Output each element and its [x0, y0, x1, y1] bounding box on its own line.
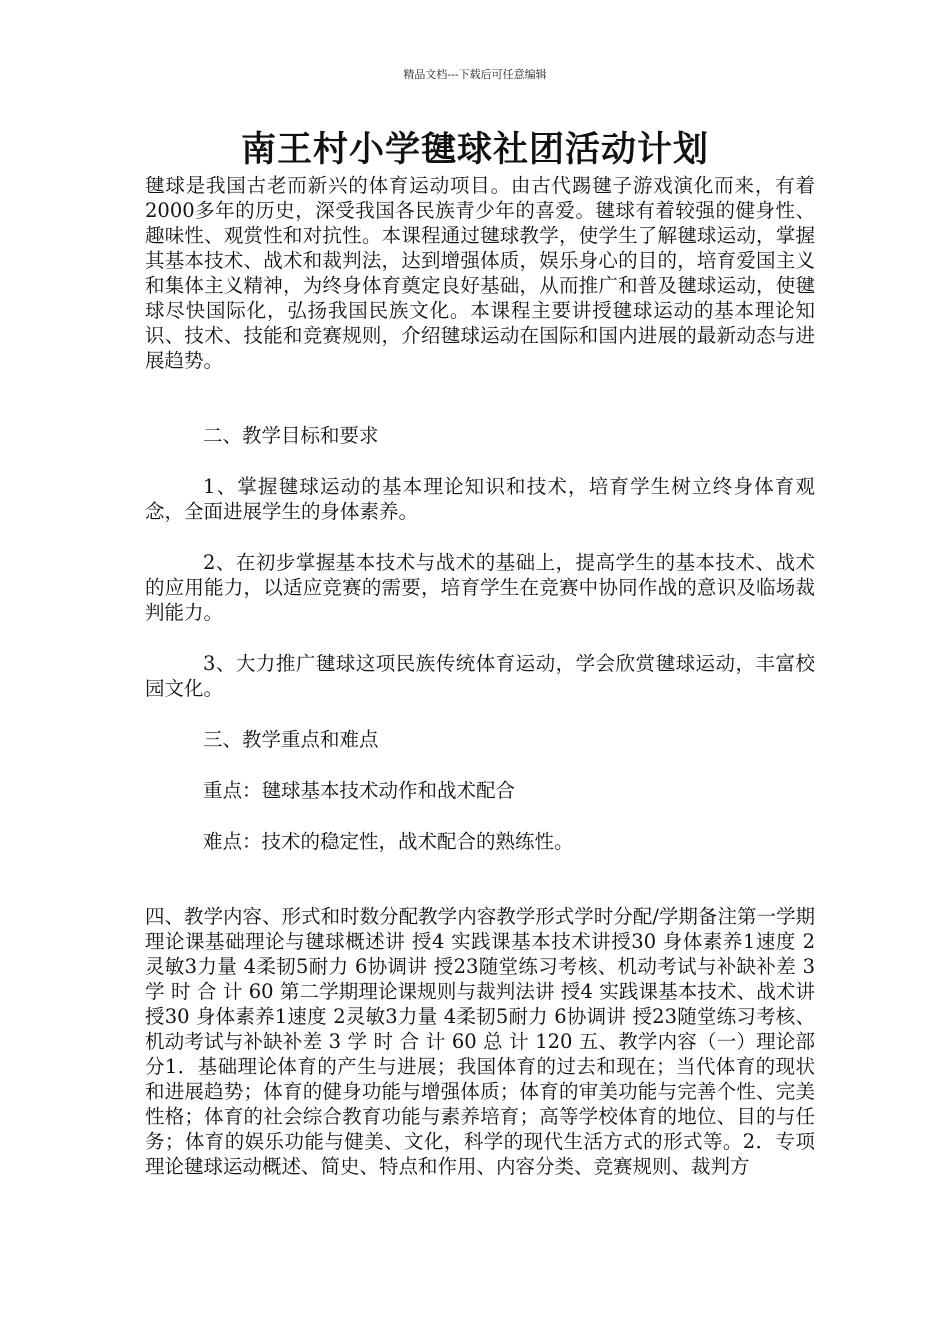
key-point-text: 重点：毽球基本技术动作和战术配合 [203, 779, 516, 802]
goal-item-2: 2、在初步掌握基本技术与战术的基础上，提高学生的基本技术、战术的应用能力，以适应竞赛的需要，培育学生在竞赛中协同作战的意识及临场裁判能力。 [145, 551, 815, 624]
header-note: 精品文档---下载后可任意编辑 [403, 68, 547, 81]
goal-item-1: 1、掌握毽球运动的基本理论知识和技术，培育学生树立终身体育观念，全面进展学生的身体素养。 [145, 475, 815, 523]
section-heading-goals: 二、教学目标和要求 [203, 424, 379, 447]
section-content-paragraph: 四、教学内容、形式和时数分配教学内容教学形式学时分配/学期备注第一学期理论课基础理论与毽球概述讲 授4 实践课基本技术讲授30 身体素养1速度 2灵敏3力量 4柔韧5耐力 6协调讲 授23随堂练习考核、机动考试与补缺补差 3 学 时 合 计 60 第二学期理论课规则与裁判法讲 授4 实践课基本技术、战术讲 授30 身体素养1速度 2灵敏3力量 4柔韧5耐力 6协调讲 授23随堂练习考核、机动考试与补缺补差 3 学 时 合 计 60 总 计 120 五、教学内容（一）理论部分1．基础理论体育的产生与进展；我国体育的过去和现在；当代体育的现状和进展趋势；体育的健身功能与增强体质；体育的审美功能与完善个性、完美性格；体育的社会综合教育功能与素养培育；高等学校体育的地位、目的与任务；体育的娱乐功能与健美、文化，科学的现代生活方式的形式等。2．专项理论毽球运动概述、简史、特点和作用、内容分类、竞赛规则、裁判方 [145, 905, 815, 1178]
intro-paragraph: 毽球是我国古老而新兴的体育运动项目。由古代踢毽子游戏演化而来，有着2000多年的历史，深受我国各民族青少年的喜爱。毽球有着较强的健身性、趣味性、观赏性和对抗性。本课程通过毽球教学，使学生了解毽球运动，掌握其基本技术、战术和裁判法，达到增强体质，娱乐身心的目的，培育爱国主义和集体主义精神，为终身体育奠定良好基础，从而推广和普及毽球运动，使毽球尽快国际化，弘扬我国民族文化。本课程主要讲授毽球运动的基本理论知识、技术、技能和竞赛规则，介绍毽球运动在国际和国内进展的最新动态与进展趋势。 [145, 174, 815, 372]
difficulty-text: 难点：技术的稳定性，战术配合的熟练性。 [203, 830, 574, 853]
document-title: 南王村小学毽球社团活动计划 [240, 129, 709, 170]
goal-item-3: 3、大力推广毽球这项民族传统体育运动，学会欣赏毽球运动，丰富校园文化。 [145, 652, 815, 700]
document-body [145, 173, 815, 1179]
section-heading-key-points: 三、教学重点和难点 [203, 728, 379, 751]
